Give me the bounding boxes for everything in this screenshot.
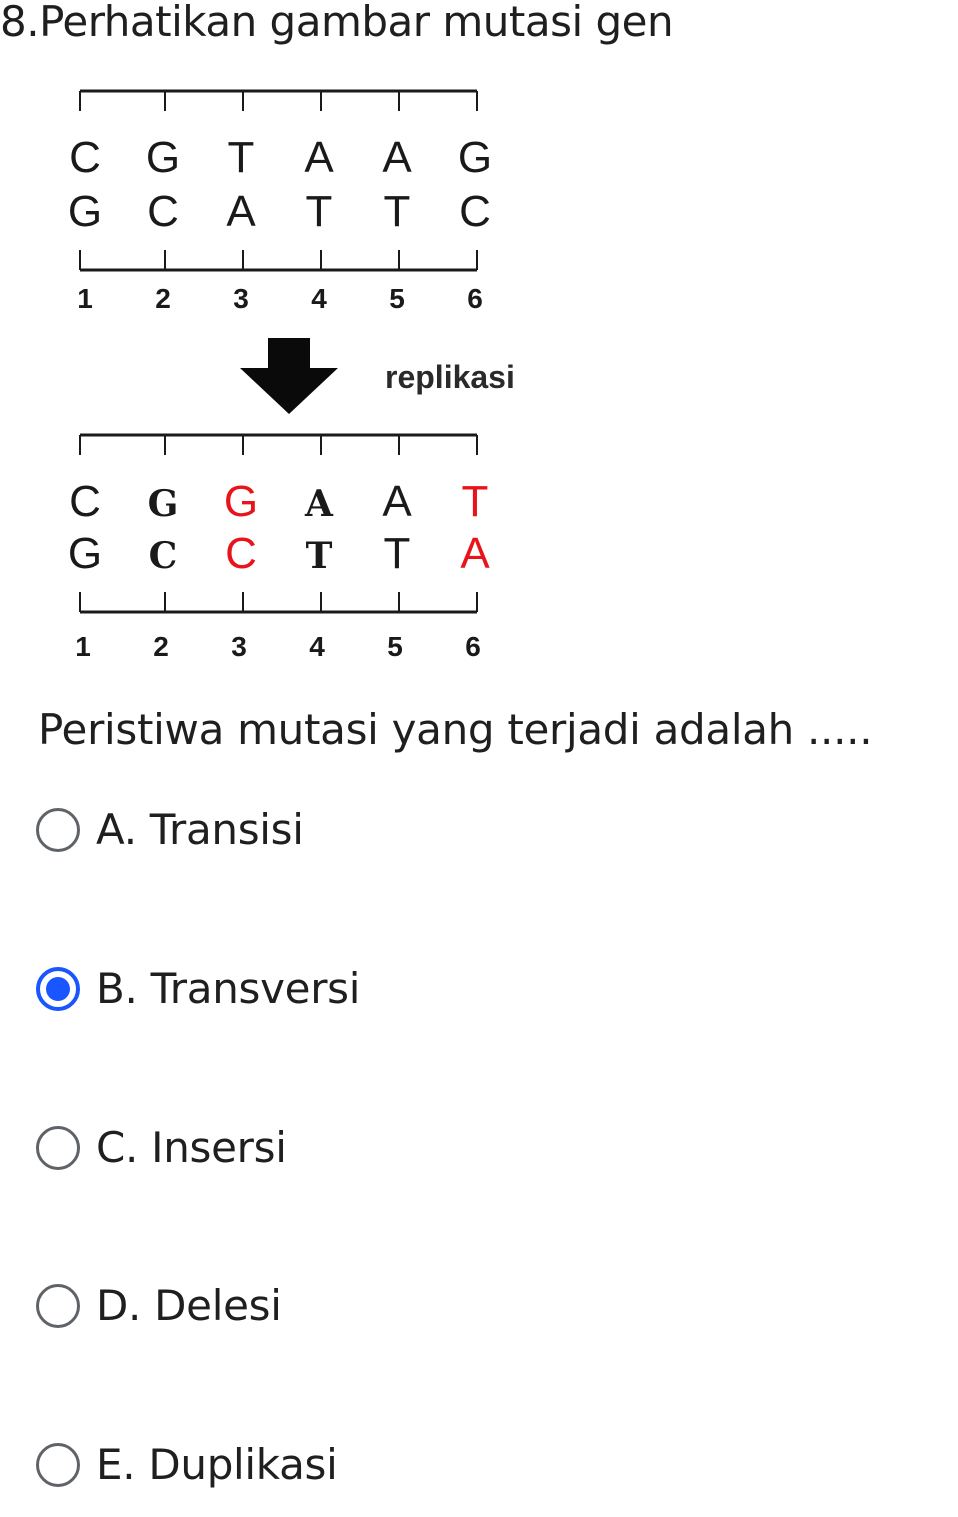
before-bottom-base-2: C — [147, 187, 179, 236]
dna-mutation-figure — [55, 80, 555, 670]
before-bottom-base-4: T — [305, 187, 333, 236]
position-label: 5 — [389, 283, 405, 314]
position-label: 5 — [387, 631, 403, 662]
after-bottom-base-2: C — [148, 535, 178, 577]
question-title: 8.Perhatikan gambar mutasi gen — [0, 0, 674, 46]
before-top-base-2: G — [145, 133, 181, 182]
replication-label: replikasi — [385, 359, 515, 395]
after-top-base-6: T — [461, 477, 489, 526]
after-bottom-base-1: G — [67, 529, 103, 578]
after-top-base-4: A — [305, 483, 333, 525]
after-bottom-base-6: A — [460, 529, 490, 578]
down-arrow-icon — [240, 338, 338, 414]
dna-mutation-diagram — [55, 80, 555, 670]
option-label: C. Insersi — [96, 1123, 287, 1172]
radio-icon[interactable] — [36, 1284, 80, 1328]
option-label: A. Transisi — [96, 805, 304, 854]
radio-icon[interactable] — [36, 1126, 80, 1170]
position-label: 3 — [231, 631, 247, 662]
position-label: 2 — [153, 631, 169, 662]
after-top-base-5: A — [382, 477, 412, 526]
position-label: 6 — [465, 631, 481, 662]
before-bottom-base-5: T — [383, 187, 411, 236]
position-label: 6 — [467, 283, 483, 314]
after-bottom-base-4: T — [305, 535, 333, 577]
option-c[interactable] — [36, 1122, 287, 1174]
after-bottom-base-3: C — [225, 529, 257, 578]
before-top-base-3: T — [227, 133, 255, 182]
after-top-base-1: C — [69, 477, 101, 526]
position-label: 1 — [77, 283, 93, 314]
option-e[interactable] — [36, 1439, 337, 1491]
position-label: 1 — [75, 631, 91, 662]
after-top-base-3: G — [223, 477, 259, 526]
radio-icon[interactable] — [36, 1443, 80, 1487]
before-top-base-4: A — [304, 133, 334, 182]
after-bottom-base-5: T — [383, 529, 411, 578]
radio-icon[interactable] — [36, 808, 80, 852]
before-top-base-5: A — [382, 133, 412, 182]
question-prompt: Peristiwa mutasi yang terjadi adalah ..... — [38, 705, 873, 754]
before-bottom-base-6: C — [459, 187, 491, 236]
option-a[interactable] — [36, 804, 304, 856]
before-top-base-6: G — [457, 133, 493, 182]
before-top-base-1: C — [69, 133, 101, 182]
option-label: B. Transversi — [96, 964, 361, 1013]
option-b[interactable] — [36, 963, 360, 1015]
position-label: 2 — [155, 283, 171, 314]
position-label: 3 — [233, 283, 249, 314]
before-bottom-base-3: A — [226, 187, 256, 236]
before-bottom-base-1: G — [67, 187, 103, 236]
position-label: 4 — [311, 283, 327, 314]
option-label: E. Duplikasi — [96, 1440, 338, 1489]
radio-icon[interactable] — [36, 967, 80, 1011]
after-top-base-2: G — [147, 483, 179, 525]
option-label: D. Delesi — [96, 1281, 282, 1330]
position-label: 4 — [309, 631, 325, 662]
option-d[interactable] — [36, 1280, 282, 1332]
